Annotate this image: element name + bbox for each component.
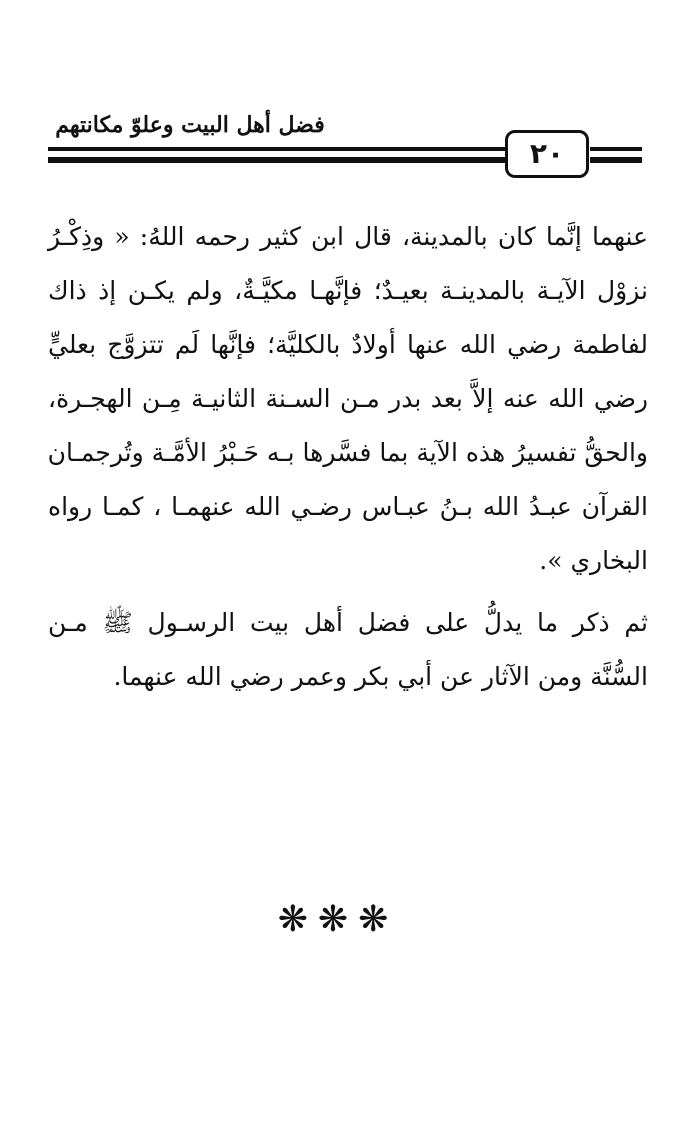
- header-rule-thin-right: [590, 147, 642, 151]
- text-line: البخاري ».: [539, 546, 648, 575]
- text-line: والحقُّ تفسيرُ هذه الآية بما فسَّرها بـه حَـبْرُ الأمَّـة وتُرجمـان: [47, 438, 648, 467]
- header-rule-thick-right: [590, 157, 642, 163]
- text-line: نزوْل الآيـة بالمدينـة بعيـدٌ؛ فإنَّهـا مكيَّـةٌ، ولم يكـن إذ ذاك: [48, 276, 648, 305]
- text-line: السُّنَّة ومن الآثار عن أبي بكر وعمر رضي الله عنهما.: [113, 662, 648, 691]
- running-header-title: فضل أهل البيت وعلوّ مكانتهم: [55, 112, 325, 138]
- section-separator-asterisks: ❋❋❋: [277, 899, 399, 940]
- text-line: القرآن عبـدُ الله بـنُ عبـاس رضـي الله عنهمـا ، كمـا رواه: [48, 492, 648, 521]
- header-rule-thin: [48, 147, 508, 151]
- text-line: عنهما إنَّما كان بالمدينة، قال ابن كثير رحمه اللهُ: « وذِكْـرُ: [48, 222, 648, 251]
- text-line: ثم ذكر ما يدلُّ على فضل أهل بيت الرسـول ﷺ مـن: [48, 608, 648, 637]
- page-number: ٢٠: [529, 137, 565, 170]
- header-rule-thick: [48, 157, 508, 163]
- paragraph-summary: [48, 596, 648, 704]
- page-number-frame: [505, 130, 589, 178]
- text-line: رضي الله عنه إلاَّ بعد بدر مـن السـنة الثانيـة مِـن الهجـرة،: [48, 384, 648, 413]
- paragraph-quotation: [48, 210, 648, 588]
- text-line: لفاطمة رضي الله عنها أولادٌ بالكليَّة؛ فإنَّها لَم تتزوَّج بعليٍّ: [48, 330, 648, 359]
